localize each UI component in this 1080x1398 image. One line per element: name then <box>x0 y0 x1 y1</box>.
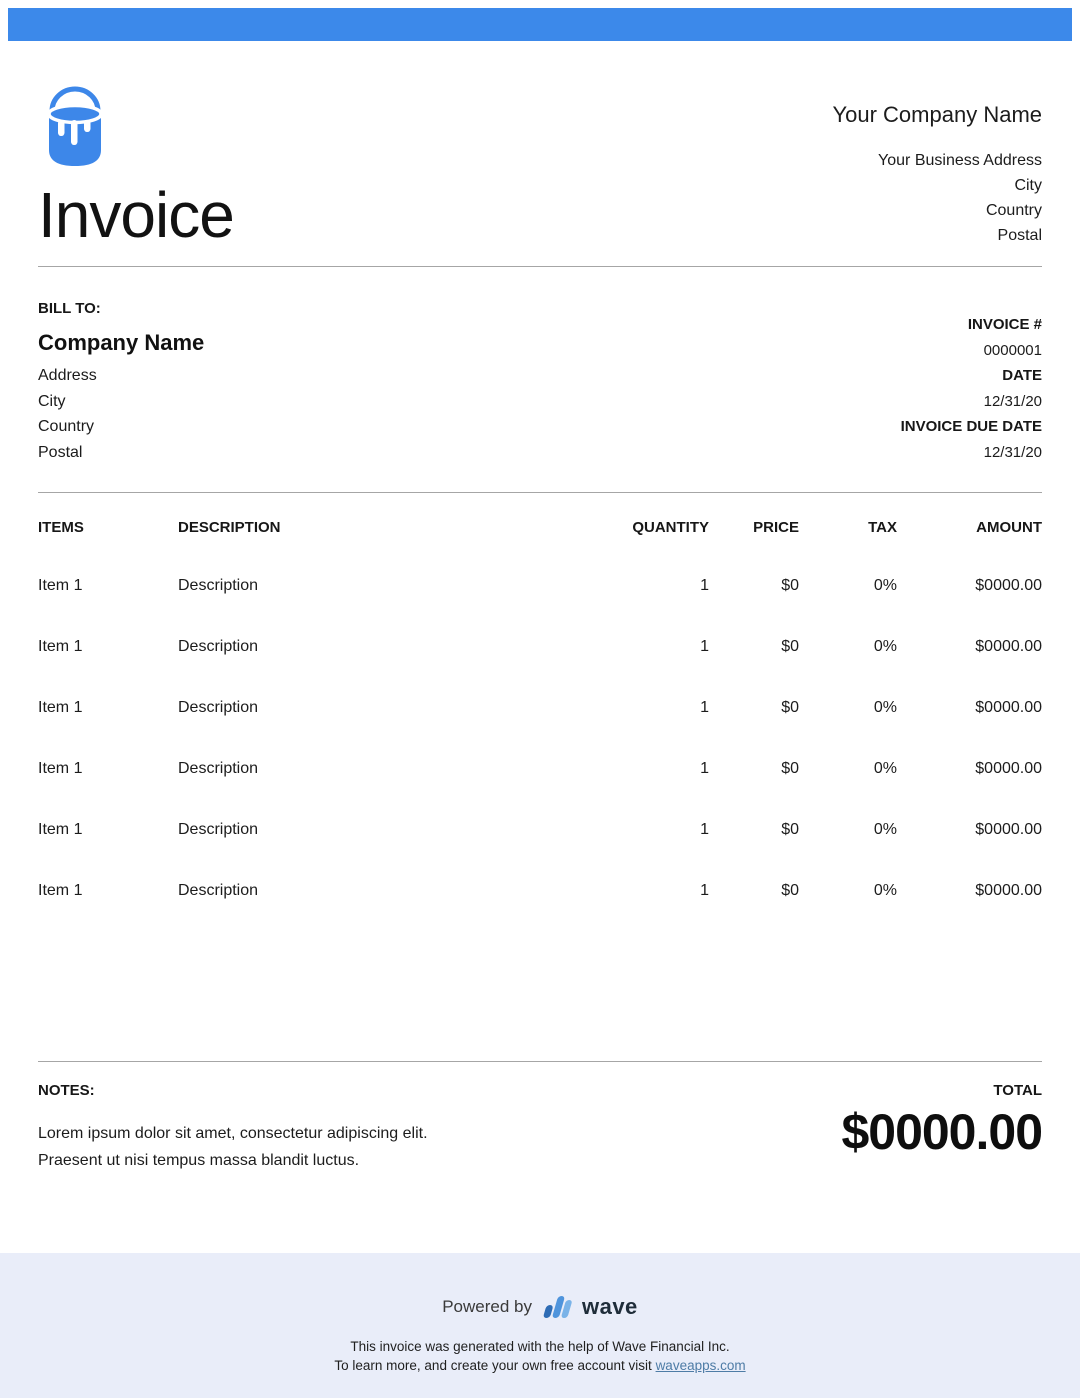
price-cell: $0 <box>781 821 799 838</box>
footer-line-2 <box>0 1356 1080 1375</box>
powered-by-row <box>0 1253 1080 1320</box>
description-cell: Description <box>178 821 259 838</box>
document-title: Invoice <box>38 179 234 251</box>
item-name-cell: Item 1 <box>38 638 83 655</box>
tax-cell: 0% <box>873 821 897 838</box>
total-block <box>841 1082 1042 1174</box>
footer-band <box>0 1253 1080 1398</box>
company-city-line: City <box>1014 177 1042 194</box>
footer-fineprint <box>0 1337 1080 1375</box>
total-label: TOTAL <box>993 1082 1042 1099</box>
company-info-block <box>832 78 1042 252</box>
quantity-cell: 1 <box>700 638 709 655</box>
wave-wordmark: wave <box>581 1293 638 1319</box>
bill-to-block <box>38 300 204 465</box>
item-name-cell: Item 1 <box>38 882 83 899</box>
amount-cell: $0000.00 <box>975 577 1042 594</box>
items-table-body <box>38 577 1042 900</box>
brand-block <box>38 78 234 252</box>
company-country-line: Country <box>985 202 1042 219</box>
invoice-due-date-value: 12/31/20 <box>983 443 1042 461</box>
bill-to-company-name: Company Name <box>38 330 205 355</box>
invoice-number-label: INVOICE # <box>967 316 1042 333</box>
footer-line-2-text: To learn more, and create your own free account visit <box>334 1358 656 1373</box>
bill-to-country-line: Country <box>38 418 95 435</box>
quantity-cell: 1 <box>700 760 709 777</box>
divider-top <box>38 266 1042 267</box>
notes-line-1: Lorem ipsum dolor sit amet, consectetur adipiscing elit. <box>38 1125 428 1142</box>
company-address-line: Your Business Address <box>878 152 1042 169</box>
invoice-due-date-label: INVOICE DUE DATE <box>900 418 1042 435</box>
header-section <box>38 0 1042 252</box>
waveapps-link[interactable]: waveapps.com <box>655 1358 746 1373</box>
amount-cell: $0000.00 <box>975 821 1042 838</box>
items-table <box>38 519 1042 900</box>
tax-cell: 0% <box>873 577 897 594</box>
company-postal-line: Postal <box>997 227 1042 244</box>
header-items: ITEMS <box>38 519 84 536</box>
table-row <box>38 577 1042 595</box>
wave-logo-icon <box>540 1293 574 1320</box>
bill-to-address-line: Address <box>38 367 97 384</box>
total-value: $0000.00 <box>841 1104 1042 1160</box>
description-cell: Description <box>178 699 259 716</box>
item-name-cell: Item 1 <box>38 821 83 838</box>
price-cell: $0 <box>781 638 799 655</box>
price-cell: $0 <box>781 577 799 594</box>
company-name: Your Company Name <box>832 102 1042 127</box>
amount-cell: $0000.00 <box>975 882 1042 899</box>
quantity-cell: 1 <box>700 699 709 716</box>
description-cell: Description <box>178 760 259 777</box>
bill-to-label: BILL TO: <box>38 300 101 317</box>
billing-section <box>38 300 1042 465</box>
table-row <box>38 638 1042 656</box>
header-amount: AMOUNT <box>976 519 1042 536</box>
divider-middle <box>38 492 1042 493</box>
paint-bucket-icon <box>38 78 112 172</box>
header-description: DESCRIPTION <box>178 519 281 536</box>
invoice-meta-block <box>901 300 1042 465</box>
bill-to-city-line: City <box>38 392 66 410</box>
notes-text <box>38 1120 428 1174</box>
bill-to-postal-line: Postal <box>38 443 83 461</box>
amount-cell: $0000.00 <box>975 699 1042 716</box>
invoice-date-label: DATE <box>1002 367 1042 384</box>
description-cell: Description <box>178 638 259 655</box>
quantity-cell: 1 <box>700 882 709 899</box>
price-cell: $0 <box>781 882 799 899</box>
table-row <box>38 760 1042 778</box>
amount-cell: $0000.00 <box>975 638 1042 655</box>
invoice-date-value: 12/31/20 <box>983 392 1042 410</box>
header-tax: TAX <box>868 519 897 536</box>
tax-cell: 0% <box>873 699 897 716</box>
notes-total-section <box>38 1082 1042 1174</box>
items-table-header <box>38 519 1042 536</box>
notes-label: NOTES: <box>38 1082 95 1099</box>
price-cell: $0 <box>781 699 799 716</box>
amount-cell: $0000.00 <box>975 760 1042 777</box>
table-row <box>38 882 1042 900</box>
invoice-number-value: 0000001 <box>983 341 1042 359</box>
quantity-cell: 1 <box>700 821 709 838</box>
header-quantity: QUANTITY <box>632 519 709 536</box>
item-name-cell: Item 1 <box>38 699 83 716</box>
description-cell: Description <box>178 577 259 594</box>
price-cell: $0 <box>781 760 799 777</box>
quantity-cell: 1 <box>700 577 709 594</box>
item-name-cell: Item 1 <box>38 577 83 594</box>
table-row <box>38 821 1042 839</box>
description-cell: Description <box>178 882 259 899</box>
notes-block <box>38 1082 428 1174</box>
tax-cell: 0% <box>873 638 897 655</box>
divider-bottom <box>38 1061 1042 1062</box>
table-row <box>38 699 1042 717</box>
item-name-cell: Item 1 <box>38 760 83 777</box>
header-price: PRICE <box>753 519 799 536</box>
tax-cell: 0% <box>873 760 897 777</box>
footer-line-1: This invoice was generated with the help of Wave Financial Inc. <box>350 1339 730 1354</box>
notes-line-2: Praesent ut nisi tempus massa blandit luctus. <box>38 1152 360 1169</box>
powered-by-text: Powered by <box>442 1296 532 1316</box>
tax-cell: 0% <box>873 882 897 899</box>
